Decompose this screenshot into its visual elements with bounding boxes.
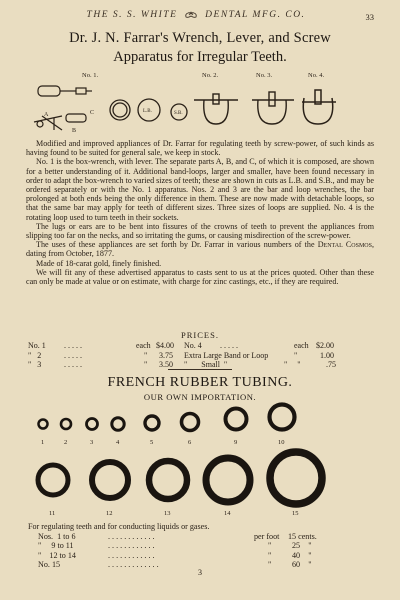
price-right-value: 1.00 <box>320 350 334 360</box>
tubing-intro-text: For regulating teeth and for conducting liquids or gases. <box>28 522 210 531</box>
tubing-price: 40 " <box>292 550 312 560</box>
paragraph-no1: No. 1 is the box-wrench, with lever. The separate parts A, B, and C, of which it is composed, are shown for a better understanding of it. Additional band-loops, larger and smaller, have been found necessary in order to adapt the box-wrench to varied sizes of teeth; these are shown in cuts as L.B. and S.B., and may be ordered separately or with the No. 1 apparatus. Nos. 2 and 3 are the bar and loop wrenches, the bar prolonged at both ends being the only difference in them. These are now made with detachable loops, so that the same bar may apply for teeth of different sizes. Three sizes of loops are supplied. No. 4 is the rotating loop used to turn teeth in their sockets. <box>26 157 374 222</box>
tubing-sizes: " 9 to 11 <box>38 541 74 550</box>
ring-label: 10 <box>278 439 285 446</box>
ring-row-small <box>39 405 295 431</box>
part-label-a: A <box>44 112 49 118</box>
paragraph-casts: We will fit any of these advertised apparatus to casts sent to us at the prices quoted. Other than these can only be made at value or on estimate, with charge for zinc castings, etc., if they are required. <box>26 267 374 287</box>
price-left-dots: . . . . . <box>64 360 82 369</box>
loop-label-lb: L.B. <box>143 109 152 114</box>
price-right-each: " " <box>284 360 301 369</box>
tubing-ring <box>87 419 98 430</box>
price-left-label: " 2 <box>28 350 42 360</box>
tubing-price-row <box>26 551 374 561</box>
tubing-price: 25 " <box>292 541 312 550</box>
tubing-subtitle: OUR OWN IMPORTATION. <box>143 392 257 402</box>
tubing-unit: " <box>268 541 272 550</box>
tubing-dots: . . . . . . . . . . . . <box>108 550 155 560</box>
ring-label: 13 <box>164 510 171 517</box>
price-right-value: .75 <box>326 360 336 369</box>
bar-wrench-figure-2 <box>194 94 238 124</box>
tubing-price-row <box>26 541 374 551</box>
tubing-unit: " <box>268 550 272 560</box>
part-label-c: C <box>90 110 95 116</box>
price-left-value: 3.75 <box>159 350 173 360</box>
ring-label: 2 <box>64 439 68 446</box>
ring-row-large <box>38 452 322 504</box>
tubing-dots: . . . . . . . . . . . . . <box>108 560 159 569</box>
description-text <box>26 139 374 286</box>
tubing-ring <box>92 462 128 498</box>
journal-tail: , dating from October, 1877. <box>26 240 374 259</box>
rubber-tubing-rings <box>26 402 374 522</box>
ring-label: 3 <box>90 439 94 446</box>
tubing-price: 15 cents. <box>288 531 317 541</box>
tubing-sizes: " 12 to 14 <box>38 550 76 560</box>
price-right-each: each <box>294 341 309 350</box>
tubing-sizes: Nos. 1 to 6 <box>38 531 76 541</box>
figure-label-4: No. 4. <box>308 72 325 79</box>
tubing-title: FRENCH RUBBER TUBING. <box>107 375 293 390</box>
ring-label: 12 <box>106 510 113 517</box>
price-left-value: 3.50 <box>159 360 173 369</box>
price-left-label: No. 1 <box>28 341 46 350</box>
tubing-price-list <box>26 522 374 570</box>
footer-page-index: 3 <box>198 568 202 577</box>
running-head <box>26 10 366 20</box>
tubing-ring <box>226 409 247 430</box>
section-title-line1: Dr. J. N. Farrar's Wrench, Lever, and Screw <box>69 30 331 46</box>
section-title-line2: Apparatus for Irregular Teeth. <box>113 49 287 65</box>
tubing-ring <box>149 461 187 499</box>
ring-label: 1 <box>41 439 45 446</box>
tubing-ring <box>270 405 295 430</box>
tubing-price-row <box>26 532 374 542</box>
price-right-each: " <box>294 350 298 360</box>
ring-label: 4 <box>116 439 120 446</box>
tubing-ring <box>112 418 124 430</box>
price-left-each: " <box>144 350 148 360</box>
tubing-price: 60 " <box>292 560 312 569</box>
loop-wrench-figure-3 <box>252 92 294 124</box>
ring-label: 5 <box>150 439 154 446</box>
part-label-b: B <box>72 128 77 134</box>
tubing-ring <box>145 416 159 430</box>
ssw-monogram-icon <box>184 10 198 19</box>
paragraph-lugs: The lugs or ears are to be bent into fissures of the crowns of teeth to prevent the appliances from slipping too far on the necks, and so irritating the gums, or causing misdirection of the screw-power. <box>26 221 374 241</box>
price-right-label: No. 4 <box>184 341 202 350</box>
box-wrench-figure <box>34 86 95 130</box>
price-right-label: Extra Large Band or Loop <box>184 350 269 360</box>
tubing-ring <box>206 458 250 502</box>
tubing-dots: . . . . . . . . . . . . <box>108 541 155 550</box>
tubing-ring <box>61 419 71 429</box>
tubing-intro <box>26 522 374 532</box>
price-left-dots: . . . . . <box>64 341 82 350</box>
price-left-dots: . . . . . <box>64 350 82 360</box>
price-right-value: $2.00 <box>316 341 334 350</box>
figure-label-2: No. 2. <box>202 72 219 79</box>
price-left-each: each <box>136 341 151 350</box>
ring-label: 15 <box>292 510 299 517</box>
price-left-each: " <box>144 360 148 369</box>
paragraph-uses-text: The uses of these appliances are set forth by Dr. Farrar in various numbers of the <box>36 240 315 250</box>
price-row <box>26 341 374 351</box>
price-left-value: $4.00 <box>156 341 174 350</box>
price-row <box>26 351 374 361</box>
rotating-loop-figure-4 <box>302 90 336 124</box>
tubing-ring <box>39 420 48 429</box>
tubing-dots: . . . . . . . . . . . . <box>108 531 155 541</box>
figure-label-1: No. 1. <box>82 72 99 79</box>
wrench-apparatus-illustrations <box>32 80 372 140</box>
prices-heading: PRICES. <box>181 330 219 340</box>
price-list <box>26 341 374 370</box>
paragraph-uses <box>26 240 374 258</box>
ring-label: 6 <box>188 439 192 446</box>
figure-label-3: No. 3. <box>256 72 273 79</box>
price-left-label: " 3 <box>28 360 42 369</box>
tubing-unit: " <box>268 560 272 569</box>
page-number: 33 <box>365 12 374 22</box>
running-head-right: DENTAL MFG. CO. <box>205 10 306 20</box>
journal-name: Dental Cosmos <box>317 240 372 250</box>
ring-label: 9 <box>234 439 238 446</box>
tubing-ring <box>182 414 199 431</box>
tubing-sizes: No. 15 <box>38 560 61 569</box>
tubing-unit: per foot <box>254 531 280 541</box>
price-right-label: " Small " <box>184 360 228 369</box>
paragraph-gold: Made of 18-carat gold, finely finished. <box>36 258 162 268</box>
catalog-page <box>26 6 374 594</box>
section-divider <box>168 369 232 370</box>
paragraph-intro: Modified and improved appliances of Dr. Farrar for regulating teeth by screw-power, of such kinds as having found to be suited for general sale, we keep in stock. <box>26 139 374 158</box>
ring-label: 11 <box>49 510 56 517</box>
tubing-ring <box>38 465 68 495</box>
loop-label-sb: S.B. <box>174 111 183 116</box>
ring-label: 14 <box>224 510 231 517</box>
running-head-left: THE S. S. WHITE <box>86 10 178 20</box>
tubing-ring <box>270 452 322 504</box>
price-right-dots: . . . . . <box>220 341 238 350</box>
